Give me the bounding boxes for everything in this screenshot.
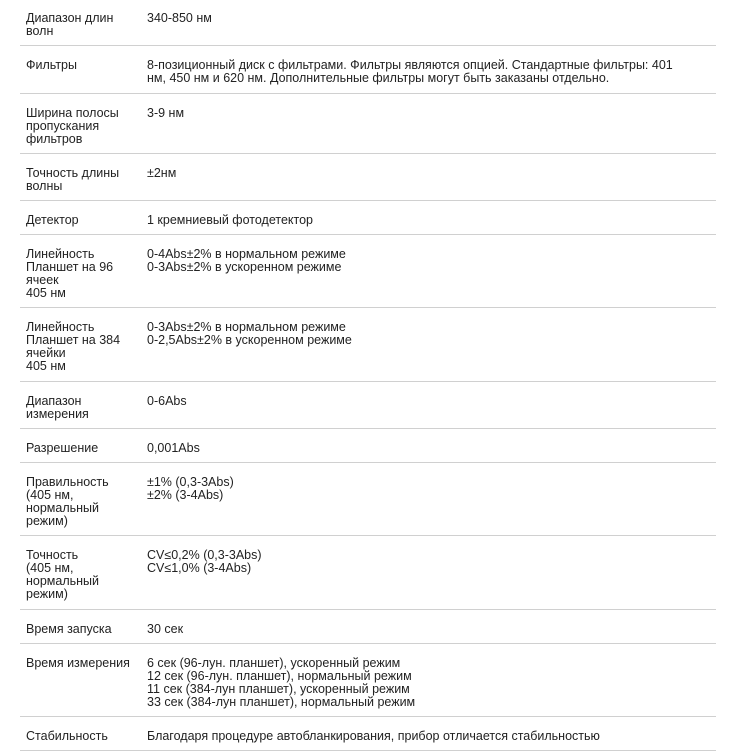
spec-value: 0-6Abs bbox=[147, 394, 187, 408]
spec-label: Точность (405 нм, нормальный режим) bbox=[26, 548, 100, 601]
spec-row bbox=[20, 308, 716, 382]
spec-row bbox=[20, 94, 716, 154]
spec-label: Линейность Планшет на 96 ячеек 405 нм bbox=[26, 247, 114, 300]
spec-row bbox=[20, 201, 716, 235]
spec-value: CV≤0,2% (0,3-3Abs) CV≤1,0% (3-4Abs) bbox=[147, 548, 262, 575]
spec-label: Линейность Планшет на 384 ячейки 405 нм bbox=[26, 320, 121, 373]
spec-label: Правильность (405 нм, нормальный режим) bbox=[26, 475, 109, 528]
spec-table bbox=[20, 0, 716, 751]
spec-row bbox=[20, 644, 716, 717]
spec-value: 0,001Abs bbox=[147, 441, 200, 455]
spec-label: Ширина полосы пропускания фильтров bbox=[26, 106, 119, 146]
spec-row bbox=[20, 46, 716, 94]
spec-label: Диапазон длин волн bbox=[26, 11, 114, 38]
spec-value: 3-9 нм bbox=[147, 106, 185, 120]
spec-row bbox=[20, 0, 716, 46]
spec-label: Точность длины волны bbox=[26, 166, 120, 193]
spec-label: Время запуска bbox=[26, 622, 112, 636]
spec-value: 0-3Abs±2% в нормальном режиме 0-2,5Abs±2% в ускоренном режиме bbox=[147, 320, 352, 347]
spec-row bbox=[20, 610, 716, 644]
spec-label: Разрешение bbox=[26, 441, 99, 455]
spec-value: 1 кремниевый фотодетектор bbox=[147, 213, 313, 227]
spec-label: Фильтры bbox=[26, 58, 77, 72]
spec-row bbox=[20, 536, 716, 610]
spec-label: Время измерения bbox=[26, 656, 130, 670]
spec-value: 8-позиционный диск с фильтрами. Фильтры являются опцией. Стандартные фильтры: 401 нм, 450 нм и 620 нм. Дополнительные фильтры могут быть заказаны отдельно. bbox=[147, 58, 673, 85]
spec-label: Диапазон измерения bbox=[26, 394, 89, 421]
spec-value: 30 сек bbox=[147, 622, 184, 636]
spec-row bbox=[20, 463, 716, 536]
spec-value: Благодаря процедуре автобланкирования, прибор отличается стабильностью bbox=[147, 729, 600, 743]
spec-row bbox=[20, 382, 716, 429]
spec-value: 340-850 нм bbox=[147, 11, 212, 25]
spec-row bbox=[20, 429, 716, 463]
spec-value: ±2нм bbox=[147, 166, 177, 180]
spec-value: 6 сек (96-лун. планшет), ускоренный режим 12 сек (96-лун. планшет), нормальный режим 11 сек (384-лун планшет), ускоренный режим 33 сек (384-лун планшет), нормальный режим bbox=[147, 656, 416, 709]
spec-value: ±1% (0,3-3Abs) ±2% (3-4Abs) bbox=[147, 475, 234, 502]
spec-row bbox=[20, 717, 716, 751]
spec-label: Стабильность bbox=[26, 729, 108, 743]
spec-row bbox=[20, 235, 716, 308]
spec-value: 0-4Abs±2% в нормальном режиме 0-3Abs±2% в ускоренном режиме bbox=[147, 247, 346, 274]
spec-label: Детектор bbox=[26, 213, 79, 227]
spec-row bbox=[20, 154, 716, 201]
